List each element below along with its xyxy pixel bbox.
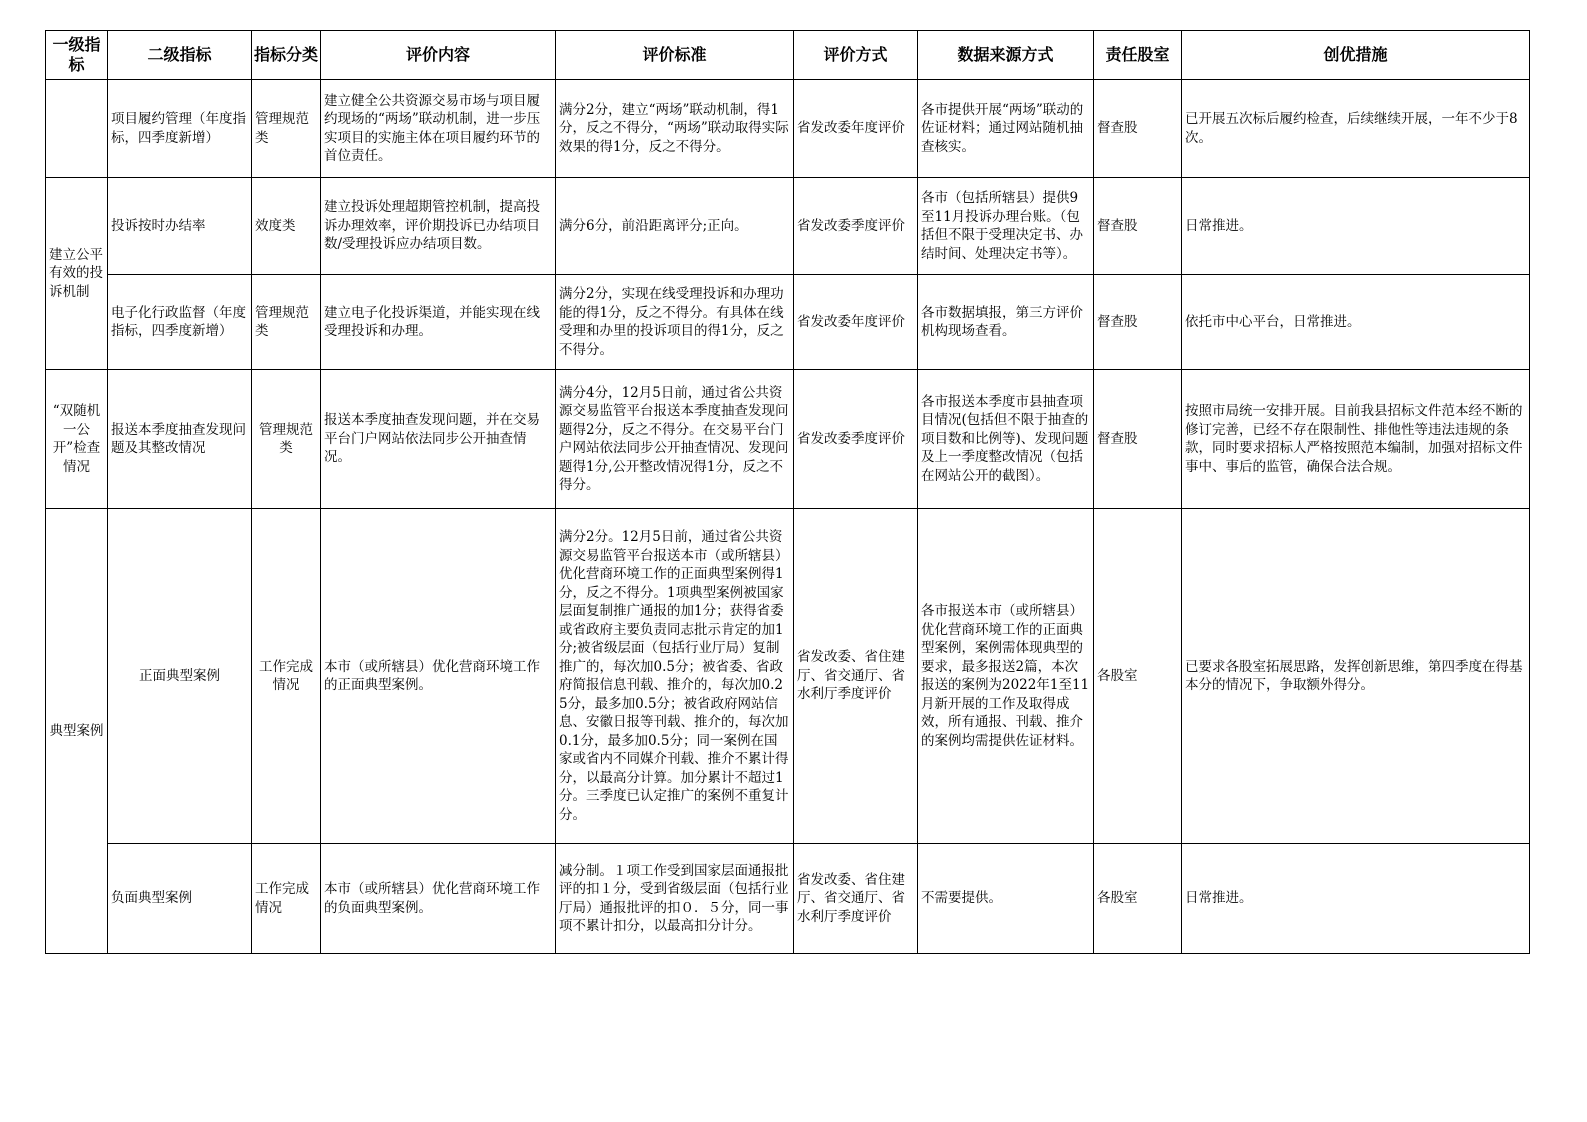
table-row bbox=[46, 80, 1530, 178]
source-cell: 各市报送本市（或所辖县）优化营商环境工作的正面典型案例，案例需体现典型的要求，最多报送2篇，本次报送的案例为2022年1至11月新开展的工作及取得成效，所有通报、刊载、推介的案例均需提供佐证材料。 bbox=[918, 509, 1094, 844]
source-cell: 各市数据填报，第三方评价机构现场查看。 bbox=[918, 275, 1094, 370]
measures-cell: 已要求各股室拓展思路，发挥创新思维，第四季度在得基本分的情况下，争取额外得分。 bbox=[1182, 509, 1530, 844]
content-cell: 建立健全公共资源交易市场与项目履约现场的“两场”联动机制，进一步压实项目的实施主体在项目履约环节的首位责任。 bbox=[321, 80, 556, 178]
secondary-indicator-cell: 负面典型案例 bbox=[108, 844, 252, 954]
group-cell-blank bbox=[46, 80, 108, 178]
dept-cell: 督查股 bbox=[1094, 275, 1182, 370]
header-evaluation-content: 评价内容 bbox=[321, 31, 556, 80]
measures-cell: 已开展五次标后履约检查，后续继续开展，一年不少于8次。 bbox=[1182, 80, 1530, 178]
method-cell: 省发改委、省住建厅、省交通厅、省水利厅季度评价 bbox=[794, 844, 918, 954]
content-cell: 本市（或所辖县）优化营商环境工作的正面典型案例。 bbox=[321, 509, 556, 844]
header-responsible-dept: 责任股室 bbox=[1094, 31, 1182, 80]
source-cell: 不需要提供。 bbox=[918, 844, 1094, 954]
standard-cell: 减分制。１项工作受到国家层面通报批评的扣１分，受到省级层面（包括行业厅局）通报批评的扣０．５分，同一事项不累计扣分，以最高扣分计分。 bbox=[556, 844, 794, 954]
header-evaluation-standard: 评价标准 bbox=[556, 31, 794, 80]
category-cell: 管理规范类 bbox=[252, 80, 321, 178]
table-row bbox=[46, 844, 1530, 954]
secondary-indicator-cell: 正面典型案例 bbox=[108, 509, 252, 844]
table-row bbox=[46, 509, 1530, 844]
standard-cell: 满分4分，12月5日前，通过省公共资源交易监管平台报送本季度抽查发现问题得2分，反之不得分。在交易平台门户网站依法同步公开抽查情况、发现问题得1分,公开整改情况得1分，反之不得分。 bbox=[556, 370, 794, 509]
table-row bbox=[46, 370, 1530, 509]
method-cell: 省发改委季度评价 bbox=[794, 178, 918, 275]
group-cell-random-inspection: “双随机一公开”检查情况 bbox=[46, 370, 108, 509]
standard-cell: 满分2分。12月5日前，通过省公共资源交易监管平台报送本市（或所辖县）优化营商环境工作的正面典型案例得1分，反之不得分。1项典型案例被国家层面复制推广通报的加1分；获得省委或省政府主要负责同志批示肯定的加1分;被省级层面（包括行业厅局）复制推广的，每次加0.5分；被省委、省政府简报信息刊载、推介的，每次加0.25分，最多加0.5分；被省政府网站信息、安徽日报等刊载、推介的，每次加0.1分，最多加0.5分；同一案例在国家或省内不同媒介刊载、推介不累计得分，以最高分计算。加分累计不超过1分。三季度已认定推广的案例不重复计分。 bbox=[556, 509, 794, 844]
category-cell: 工作完成情况 bbox=[252, 844, 321, 954]
source-cell: 各市（包括所辖县）提供9至11月投诉办理台账。（包括但不限于受理决定书、办结时间、处理决定书等）。 bbox=[918, 178, 1094, 275]
dept-cell: 各股室 bbox=[1094, 844, 1182, 954]
dept-cell: 督查股 bbox=[1094, 370, 1182, 509]
method-cell: 省发改委季度评价 bbox=[794, 370, 918, 509]
measures-cell: 日常推进。 bbox=[1182, 844, 1530, 954]
header-improvement-measures: 创优措施 bbox=[1182, 31, 1530, 80]
header-evaluation-method: 评价方式 bbox=[794, 31, 918, 80]
method-cell: 省发改委年度评价 bbox=[794, 80, 918, 178]
dept-cell: 各股室 bbox=[1094, 509, 1182, 844]
secondary-indicator-cell: 投诉按时办结率 bbox=[108, 178, 252, 275]
header-row bbox=[46, 31, 1530, 80]
category-cell: 管理规范类 bbox=[252, 275, 321, 370]
standard-cell: 满分2分，实现在线受理投诉和办理功能的得1分，反之不得分。有具体在线受理和办里的投诉项目的得1分，反之不得分。 bbox=[556, 275, 794, 370]
content-cell: 建立电子化投诉渠道，并能实现在线受理投诉和办理。 bbox=[321, 275, 556, 370]
header-secondary-indicator: 二级指标 bbox=[108, 31, 252, 80]
category-cell: 管理规范类 bbox=[252, 370, 321, 509]
standard-cell: 满分6分，前沿距离评分;正向。 bbox=[556, 178, 794, 275]
secondary-indicator-cell: 项目履约管理（年度指标，四季度新增） bbox=[108, 80, 252, 178]
content-cell: 本市（或所辖县）优化营商环境工作的负面典型案例。 bbox=[321, 844, 556, 954]
measures-cell: 日常推进。 bbox=[1182, 178, 1530, 275]
category-cell: 效度类 bbox=[252, 178, 321, 275]
header-indicator-category: 指标分类 bbox=[252, 31, 321, 80]
source-cell: 各市提供开展“两场”联动的佐证材料；通过网站随机抽查核实。 bbox=[918, 80, 1094, 178]
secondary-indicator-cell: 报送本季度抽查发现问题及其整改情况 bbox=[108, 370, 252, 509]
standard-cell: 满分2分，建立“两场”联动机制，得1分，反之不得分，“两场”联动取得实际效果的得1分，反之不得分。 bbox=[556, 80, 794, 178]
group-cell-typical-cases: 典型案例 bbox=[46, 509, 108, 954]
secondary-indicator-cell: 电子化行政监督（年度指标，四季度新增） bbox=[108, 275, 252, 370]
method-cell: 省发改委年度评价 bbox=[794, 275, 918, 370]
group-cell-complaint-mechanism: 建立公平有效的投诉机制 bbox=[46, 178, 108, 370]
header-primary-indicator: 一级指标 bbox=[46, 31, 108, 80]
dept-cell: 督查股 bbox=[1094, 80, 1182, 178]
dept-cell: 督查股 bbox=[1094, 178, 1182, 275]
method-cell: 省发改委、省住建厅、省交通厅、省水利厅季度评价 bbox=[794, 509, 918, 844]
evaluation-table bbox=[45, 30, 1530, 954]
source-cell: 各市报送本季度市县抽查项目情况(包括但不限于抽查的项目数和比例等)、发现问题及上一季度整改情况（包括在网站公开的截图）。 bbox=[918, 370, 1094, 509]
content-cell: 报送本季度抽查发现问题，并在交易平台门户网站依法同步公开抽查情况。 bbox=[321, 370, 556, 509]
measures-cell: 依托市中心平台，日常推进。 bbox=[1182, 275, 1530, 370]
table-row bbox=[46, 275, 1530, 370]
content-cell: 建立投诉处理超期管控机制，提高投诉办理效率，评价期投诉已办结项目数/受理投诉应办结项目数。 bbox=[321, 178, 556, 275]
table-row bbox=[46, 178, 1530, 275]
measures-cell: 按照市局统一安排开展。目前我县招标文件范本经不断的修订完善，已经不存在限制性、排他性等违法违规的条款，同时要求招标人严格按照范本编制，加强对招标文件事中、事后的监管，确保合法合规。 bbox=[1182, 370, 1530, 509]
header-data-source: 数据来源方式 bbox=[918, 31, 1094, 80]
category-cell: 工作完成情况 bbox=[252, 509, 321, 844]
